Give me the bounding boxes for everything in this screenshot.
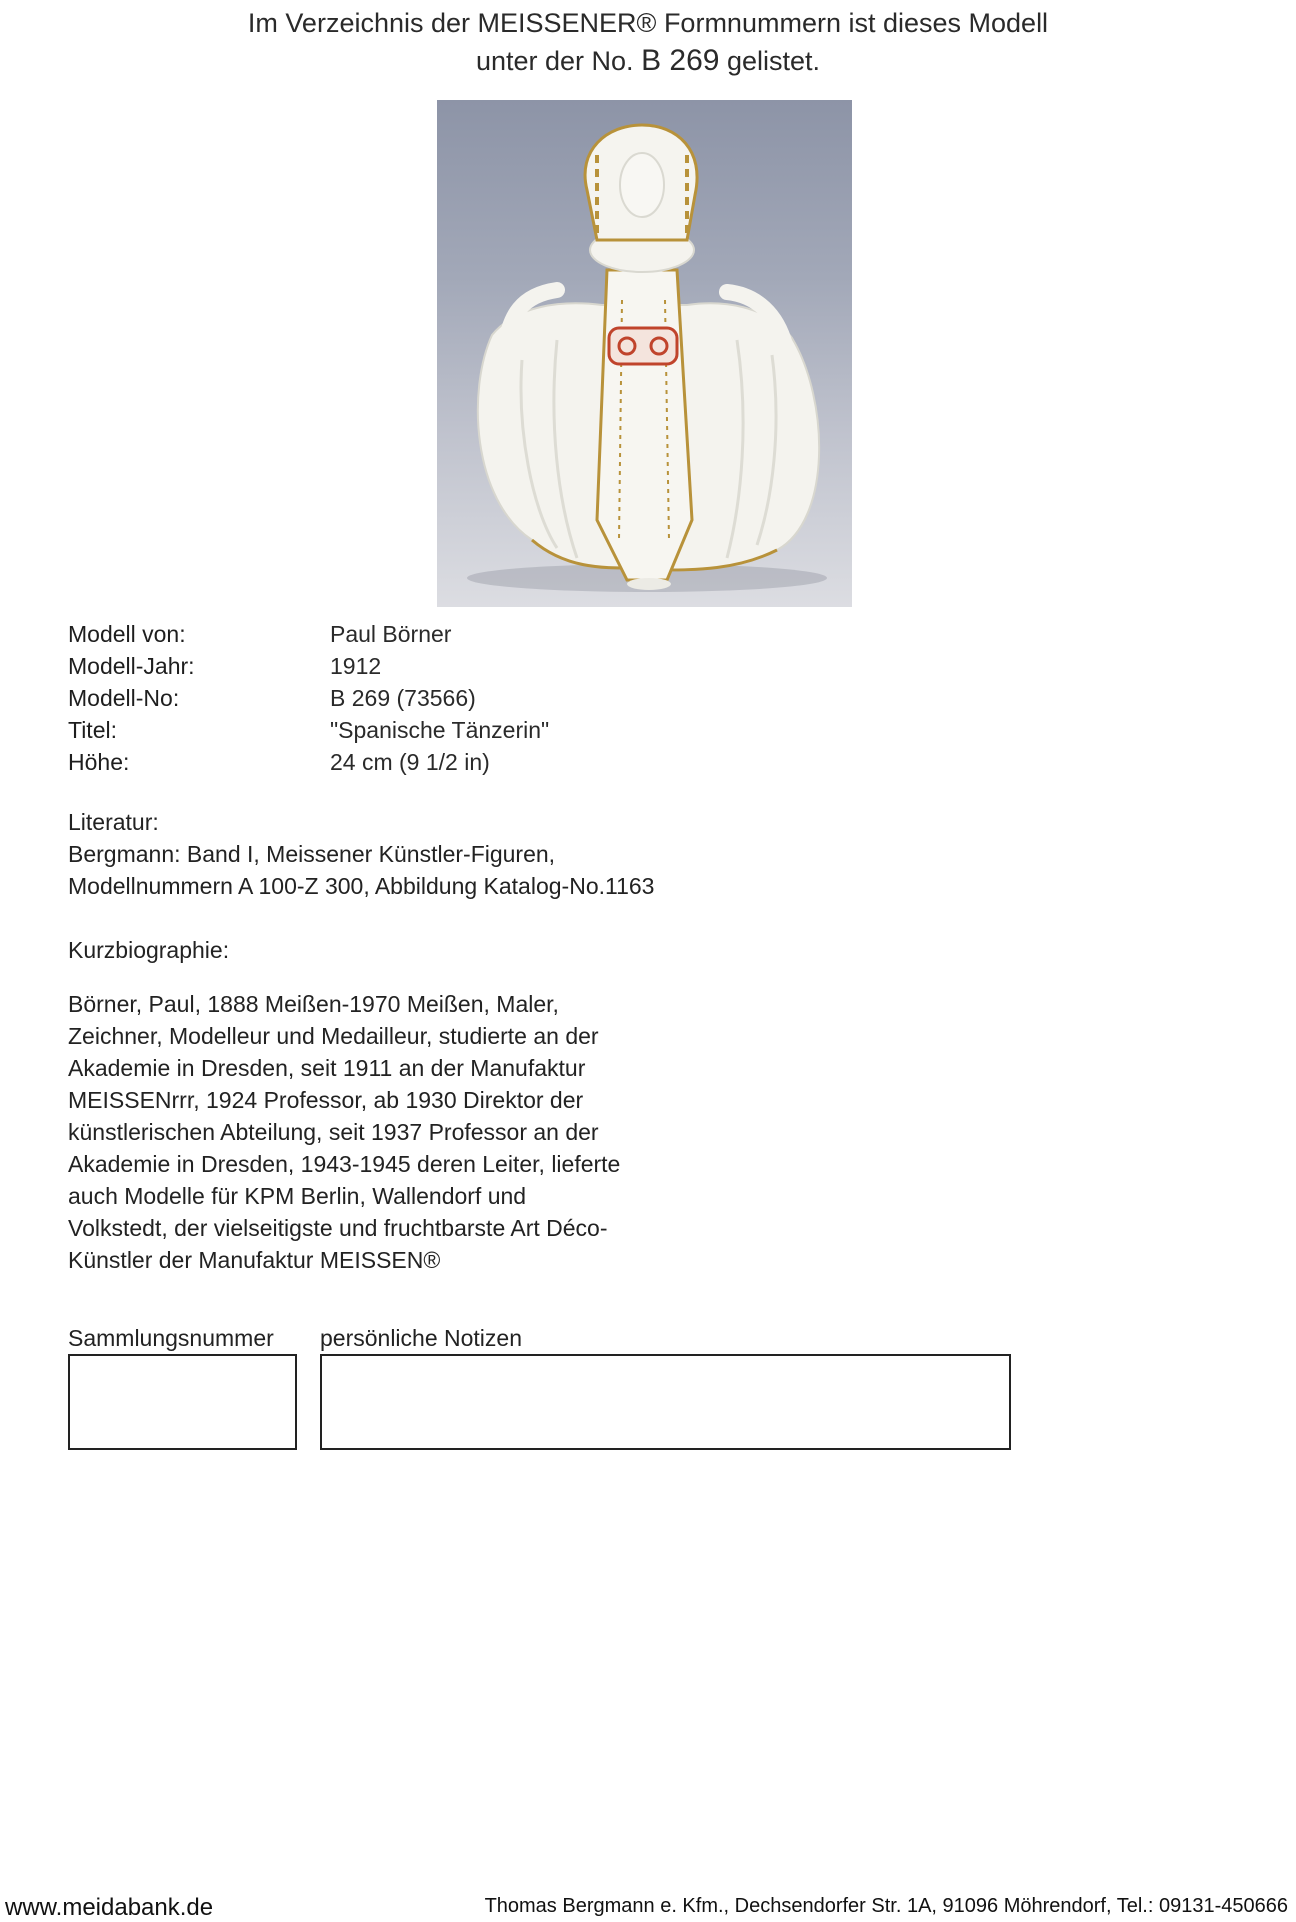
contact-info: Thomas Bergmann e. Kfm., Dechsendorfer Str. 1A, 91096 Möhrendorf, Tel.: 09131-450666 (484, 1895, 1288, 1917)
figurine-illustration (437, 100, 852, 607)
personal-notes-field[interactable] (320, 1354, 1011, 1450)
fact-row (68, 746, 549, 778)
fact-value: "Spanische Tänzerin" (330, 717, 550, 743)
model-number: B 269 (641, 44, 720, 77)
header-suffix: gelistet. (726, 46, 821, 76)
fact-label: Modell von: (68, 621, 186, 647)
collection-number-field[interactable] (68, 1354, 297, 1450)
fact-value: B 269 (73566) (330, 685, 476, 711)
biography-text: Börner, Paul, 1888 Meißen-1970 Meißen, Maler, Zeichner, Modelleur und Medailleur, studierte an der Akademie in Dresden, seit 1911 an der Manufaktur MEISSENrrr, 1924 Professor, ab 1930 Direktor der künstlerischen Abteilung, seit 1937 Professor an der Akademie in Dresden, 1943-1945 deren Leiter, lieferte auch Modelle für KPM Berlin, Wallendorf und Volkstedt, der vielseitigste und fruchtbarste Art Déco- Künstler der Manufaktur MEISSEN® (68, 991, 621, 1273)
fact-value: 1912 (330, 653, 382, 679)
fact-value: Paul Börner (330, 621, 452, 647)
fact-label: Höhe: (68, 749, 130, 775)
model-facts (68, 618, 549, 778)
header-line-1: Im Verzeichnis der MEISSENER® Formnummern ist dieses Modell (247, 8, 1049, 38)
header-line-2 (0, 42, 1296, 80)
website-link[interactable]: www.meidabank.de (5, 1894, 214, 1921)
collection-number-label: Sammlungsnummer (68, 1325, 274, 1351)
fact-row (68, 682, 549, 714)
literature-line-2: Modellnummern A 100-Z 300, Abbildung Katalog-No.1163 (68, 873, 655, 899)
fact-row (68, 618, 549, 650)
figurine-photo (437, 100, 852, 607)
literature-heading: Literatur: (68, 809, 159, 835)
fact-row (68, 714, 549, 746)
fact-label: Modell-No: (68, 685, 180, 711)
page-header (0, 4, 1296, 80)
literature-line-1: Bergmann: Band I, Meissener Künstler-Figuren, (68, 841, 556, 867)
biography-heading: Kurzbiographie: (68, 937, 230, 963)
personal-notes-label: persönliche Notizen (320, 1325, 523, 1351)
fact-row (68, 650, 549, 682)
fact-value: 24 cm (9 1/2 in) (330, 749, 490, 775)
header-prefix: unter der No. (475, 46, 634, 76)
fact-label: Titel: (68, 717, 117, 743)
literature-section (68, 806, 654, 902)
fact-label: Modell-Jahr: (68, 653, 195, 679)
